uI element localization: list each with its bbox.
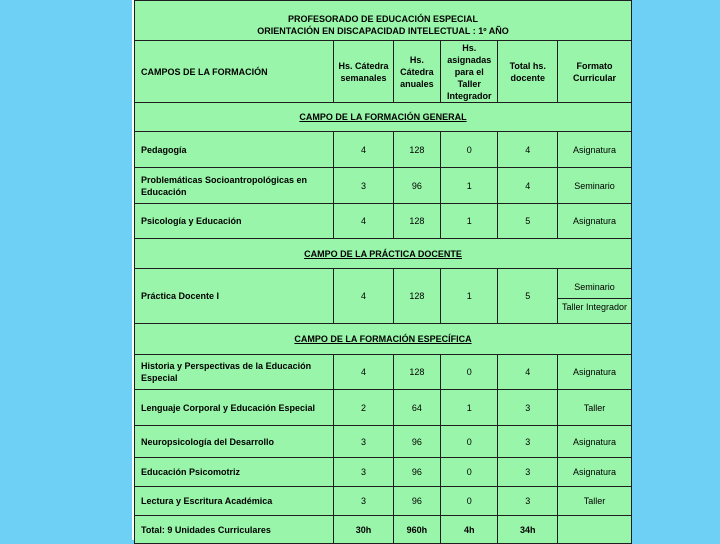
row-total-hs: 3	[498, 426, 558, 458]
table-row	[135, 426, 632, 458]
total-hs-semanales: 30h	[334, 516, 394, 544]
row-hs-semanales: 3	[334, 168, 394, 204]
row-hs-anuales: 128	[393, 204, 440, 239]
section-formacion-especifica: CAMPO DE LA FORMACIÓN ESPECÍFICA	[135, 324, 632, 355]
row-total-hs: 3	[498, 487, 558, 516]
total-row	[135, 516, 632, 544]
row-total-hs: 3	[498, 390, 558, 426]
row-hs-taller: 0	[440, 487, 498, 516]
row-total-hs: 4	[498, 355, 558, 390]
row-hs-taller: 1	[440, 204, 498, 239]
header-formato: Formato Curricular	[558, 41, 632, 103]
total-hs-taller: 4h	[440, 516, 498, 544]
row-formato: Asignatura	[558, 204, 632, 239]
row-hs-taller: 0	[440, 458, 498, 487]
row-total-hs: 4	[498, 168, 558, 204]
row-hs-anuales: 64	[393, 390, 440, 426]
title-line-1: PROFESORADO DE EDUCACIÓN ESPECIAL	[287, 13, 479, 24]
row-name: Historia y Perspectivas de la Educación Especial	[135, 355, 334, 390]
row-hs-semanales: 2	[334, 390, 394, 426]
row-name: Neuropsicología del Desarrollo	[135, 426, 334, 458]
header-hs-taller: Hs. asignadas para el Taller Integrador	[440, 41, 498, 103]
row-hs-anuales: 128	[393, 269, 440, 324]
row-hs-semanales: 4	[334, 355, 394, 390]
row-hs-anuales: 96	[393, 426, 440, 458]
row-hs-semanales: 3	[334, 487, 394, 516]
row-name: Educación Psicomotriz	[135, 458, 334, 487]
row-formato: Taller	[558, 487, 632, 516]
row-hs-semanales: 3	[334, 426, 394, 458]
table-row	[135, 487, 632, 516]
row-hs-semanales: 4	[334, 269, 394, 324]
row-name: Psicología y Educación	[135, 204, 334, 239]
row-name: Pedagogía	[135, 132, 334, 168]
row-formato: Asignatura	[558, 355, 632, 390]
row-name: Problemáticas Socioantropológicas en Educación	[135, 168, 334, 204]
section-row-general	[135, 103, 632, 132]
row-hs-taller: 0	[440, 426, 498, 458]
title-row	[135, 1, 632, 41]
table-row	[135, 204, 632, 239]
total-total-hs: 34h	[498, 516, 558, 544]
table-row	[135, 269, 632, 324]
row-formato: Asignatura	[558, 426, 632, 458]
row-formato-top: Seminario	[558, 277, 631, 299]
row-hs-taller: 1	[440, 269, 498, 324]
section-row-especifica	[135, 324, 632, 355]
row-total-hs: 4	[498, 132, 558, 168]
row-hs-taller: 0	[440, 355, 498, 390]
section-practica-docente: CAMPO DE LA PRÁCTICA DOCENTE	[135, 239, 632, 269]
row-hs-anuales: 96	[393, 458, 440, 487]
table-row	[135, 458, 632, 487]
table-title	[135, 1, 632, 41]
row-hs-anuales: 128	[393, 355, 440, 390]
total-hs-anuales: 960h	[393, 516, 440, 544]
row-name: Práctica Docente I	[135, 269, 334, 324]
row-hs-taller: 1	[440, 390, 498, 426]
table-row	[135, 355, 632, 390]
row-formato: Taller	[558, 390, 632, 426]
row-hs-semanales: 3	[334, 458, 394, 487]
curriculum-table	[134, 0, 632, 544]
total-label: Total: 9 Unidades Curriculares	[135, 516, 334, 544]
section-formacion-general: CAMPO DE LA FORMACIÓN GENERAL	[135, 103, 632, 132]
row-hs-anuales: 96	[393, 168, 440, 204]
header-hs-semanales: Hs. Cátedra semanales	[334, 41, 394, 103]
row-formato-bottom: Taller Integrador	[561, 302, 628, 312]
table-row	[135, 132, 632, 168]
row-hs-anuales: 96	[393, 487, 440, 516]
row-formato: Asignatura	[558, 458, 632, 487]
row-total-hs: 5	[498, 269, 558, 324]
row-name: Lectura y Escritura Académica	[135, 487, 334, 516]
row-hs-semanales: 4	[334, 204, 394, 239]
table-row	[135, 390, 632, 426]
row-hs-taller: 1	[440, 168, 498, 204]
title-line-2: ORIENTACIÓN EN DISCAPACIDAD INTELECTUAL : 1º AÑO	[257, 25, 509, 36]
table-row	[135, 168, 632, 204]
header-total-hs: Total hs. docente	[498, 41, 558, 103]
header-row	[135, 41, 632, 103]
row-total-hs: 5	[498, 204, 558, 239]
row-hs-taller: 0	[440, 132, 498, 168]
section-row-practica	[135, 239, 632, 269]
row-hs-anuales: 128	[393, 132, 440, 168]
row-formato: Asignatura	[558, 132, 632, 168]
row-formato-split	[558, 269, 632, 324]
total-formato-empty	[558, 516, 632, 544]
row-formato: Seminario	[558, 168, 632, 204]
row-hs-semanales: 4	[334, 132, 394, 168]
row-name: Lenguaje Corporal y Educación Especial	[135, 390, 334, 426]
header-hs-anuales: Hs. Cátedra anuales	[393, 41, 440, 103]
header-campos: CAMPOS DE LA FORMACIÓN	[135, 41, 334, 103]
row-total-hs: 3	[498, 458, 558, 487]
